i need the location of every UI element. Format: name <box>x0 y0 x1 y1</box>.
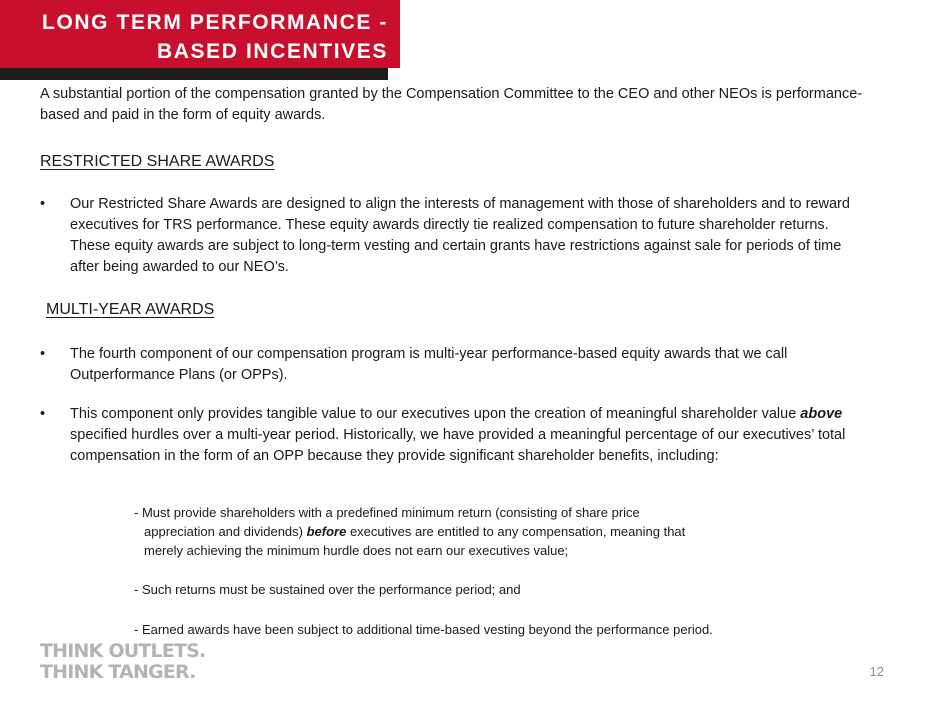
page-title-line-2: BASED INCENTIVES <box>157 40 388 63</box>
multi-year-bullet-2-text <box>40 404 870 467</box>
page-title <box>0 8 388 66</box>
restricted-share-bullet <box>40 194 870 278</box>
sub-point-time-based-vesting: - Earned awards have been subject to additional time-based vesting beyond the performance period. <box>134 622 713 637</box>
page-number: 12 <box>869 664 884 679</box>
restricted-share-awards-heading: RESTRICTED SHARE AWARDS <box>40 153 275 170</box>
multi-year-awards-heading: MULTI-YEAR AWARDS <box>46 301 215 318</box>
brand-tagline-logo <box>40 641 205 683</box>
bullet-2-emphasis: above <box>800 406 843 422</box>
sub-point-1-emphasis: before <box>306 524 347 539</box>
multi-year-bullet-2 <box>40 404 870 467</box>
sub-point-1-line-3: merely achieving the minimum hurdle does not earn our executives value; <box>144 543 569 558</box>
sub-point-1-line-2 <box>134 522 794 541</box>
bullet-marker: • <box>40 346 46 362</box>
title-banner-shadow <box>0 68 388 80</box>
bullet-marker: • <box>40 196 46 212</box>
brand-tagline-line-1: THINK OUTLETS. <box>40 640 206 662</box>
sub-point-1-line-2-part-1: appreciation and dividends) <box>144 524 307 539</box>
page-title-line-1: LONG TERM PERFORMANCE - <box>42 11 388 34</box>
bullet-2-text-part-1: This component only provides tangible value to our executives upon the creation of meaningful shareholder value <box>70 406 801 422</box>
sub-point-1-line-2-part-2: executives are entitled to any compensation, meaning that <box>346 524 686 539</box>
sub-point-minimum-return <box>134 503 794 560</box>
intro-paragraph: A substantial portion of the compensation granted by the Compensation Committee to the CEO and other NEOs is performance-based and paid in the form of equity awards. <box>40 86 863 123</box>
multi-year-bullet-1 <box>40 344 870 386</box>
bullet-marker: • <box>40 406 46 422</box>
multi-year-bullet-1-text: The fourth component of our compensation program is multi-year performance-based equity awards that we call Outperformance Plans (or OPPs). <box>70 346 788 383</box>
sub-point-sustained-returns: - Such returns must be sustained over the performance period; and <box>134 582 521 597</box>
brand-tagline-line-2: THINK TANGER. <box>40 661 196 683</box>
sub-point-1-line-1: - Must provide shareholders with a predefined minimum return (consisting of share price <box>134 505 640 520</box>
restricted-share-bullet-text: Our Restricted Share Awards are designed to align the interests of management with those of shareholders and to reward executives for TRS performance. These equity awards directly tie realized compensation to future shareholder returns. These equity awards are subject to long-term vesting and certain grants have restrictions against sale for periods of time after being awarded to our NEO’s. <box>70 196 850 275</box>
bullet-2-text-part-2: specified hurdles over a multi-year period. Historically, we have provided a meaningful percentage of our executives’ total compensation in the form of an OPP because they provide significant shareholder benefits, including: <box>70 427 846 464</box>
